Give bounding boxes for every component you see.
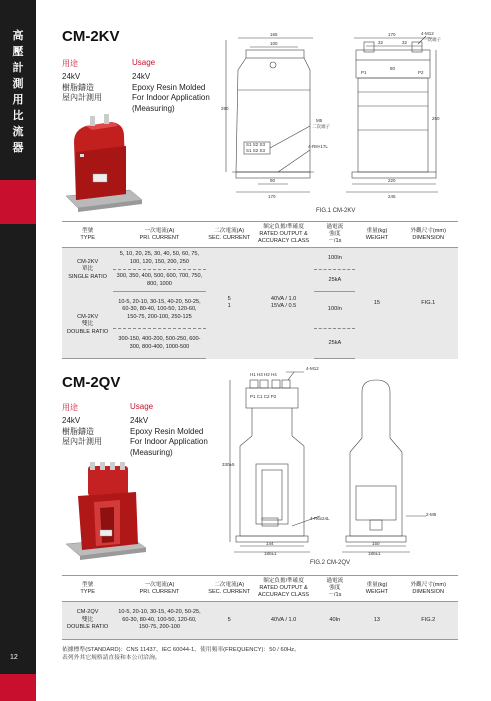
header-weight: 重量(kg) WEIGHT	[355, 576, 398, 602]
cm2qv-title: CM-2QV	[62, 374, 121, 391]
dim-label: 32	[378, 40, 384, 45]
header-type: 型號 TYPE	[62, 222, 113, 248]
cm2qv-desc-en	[130, 416, 208, 458]
table-row	[62, 248, 458, 270]
cell-type: CM-2QV 雙比 DOUBLE RATIO	[62, 602, 113, 640]
desc-line: 樹脂鑄造	[62, 82, 94, 92]
desc-line: 樹脂鑄造	[62, 426, 94, 436]
dim-label: S1 S2 S3	[246, 142, 266, 147]
cm2qv-dimension-drawing	[222, 366, 442, 561]
desc-line: 24kV	[132, 72, 151, 81]
header-sec-current: 二次電流(A) SEC. CURRENT	[206, 576, 253, 602]
cell-sec-current: 5 1	[206, 248, 253, 359]
cell-pri-double-b: 300-150, 400-200, 500-250, 600-300, 800-400, 1000-500	[113, 329, 205, 359]
cm2kv-dimension-drawing	[218, 30, 443, 220]
cm2qv-spec-table	[62, 575, 458, 640]
sidebar-char: 測	[12, 78, 24, 90]
sidebar-char: 用	[12, 94, 24, 106]
header-rated-output: 額定負擔/準確度 RATED OUTPUT & ACCURACY CLASS	[253, 576, 315, 602]
cm2kv-spec-table	[62, 221, 458, 359]
dim-label: 165	[270, 32, 278, 37]
dim-label: 144	[266, 541, 274, 546]
cell-dimension: FIG.1	[398, 248, 458, 359]
table-header-row	[62, 222, 458, 248]
dim-label: H1 H3 H2 H4	[250, 372, 277, 377]
cm2kv-desc-en	[132, 72, 210, 114]
dim-label: 245	[388, 194, 396, 199]
table-header-row	[62, 576, 458, 602]
header-sec-current: 二次電流(A) SEC. CURRENT	[206, 222, 253, 248]
fig1-caption: FIG.1 CM-2KV	[316, 208, 356, 214]
dim-label: 150	[372, 541, 380, 546]
page-number: 12	[10, 654, 18, 661]
sidebar-accent-bar	[0, 180, 36, 224]
cell-sec-current: 5	[206, 602, 253, 640]
dim-label: 2-M5	[426, 512, 437, 517]
cell-pri-single-a: 5, 10, 20, 25, 30, 40, 50, 60, 75, 100, 120, 150, 200, 250	[113, 248, 205, 270]
sidebar-char: 流	[12, 126, 24, 138]
dim-label: 290	[221, 106, 229, 111]
header-pri-current: 一次電流(A) PRI. CURRENT	[113, 576, 205, 602]
dim-label: 4-R6x24L	[310, 516, 330, 521]
desc-line: (Measuring)	[132, 103, 175, 113]
header-weight: 重量(kg) WEIGHT	[355, 222, 398, 248]
cell-overcurrent: 25kA	[314, 270, 355, 292]
dim-label: 4-M12	[421, 31, 434, 36]
desc-line: 屋內計測用	[62, 437, 102, 446]
cell-type-single: CM-2KV 單比 SINGLE RATIO	[62, 248, 113, 292]
sidebar-char: 比	[12, 110, 24, 122]
cell-weight: 13	[355, 602, 398, 640]
cm2kv-product-photo	[60, 112, 144, 216]
desc-line: 屋內計測用	[62, 93, 102, 102]
header-dimension: 外觀尺寸(mm) DIMENSION	[398, 576, 458, 602]
cm2qv-usage-en-label: Usage	[130, 402, 154, 411]
cell-overcurrent: 100In	[314, 292, 355, 329]
cm2kv-desc-zh	[62, 72, 102, 104]
desc-line: For Indoor Application	[130, 437, 208, 446]
sidebar-char: 計	[12, 62, 24, 74]
cm2qv-usage-zh-label: 用途	[62, 403, 78, 412]
dim-label: 二次端子	[312, 124, 330, 129]
header-dimension: 外觀尺寸(mm) DIMENSION	[398, 222, 458, 248]
cm2qv-product-photo	[60, 460, 152, 560]
dim-label: 100	[270, 41, 278, 46]
dim-label: 330±5	[222, 462, 235, 467]
header-type: 型號 TYPE	[62, 576, 113, 602]
dim-label: P2	[418, 70, 424, 75]
cell-pri-current: 10-5, 20-10, 30-15, 40-20, 50-25, 60-30, 80-40, 100-50, 120-60, 150-75, 200-100	[113, 602, 205, 640]
sidebar	[0, 0, 36, 701]
dim-label: 4-M12	[306, 366, 319, 371]
desc-line: (Measuring)	[130, 447, 173, 457]
page-accent-bar	[0, 674, 36, 701]
dim-label: S1 S2 S3	[246, 148, 266, 153]
header-overcurrent: 過電流 強度 －/1s	[314, 222, 355, 248]
cm2kv-usage-zh-label: 用途	[62, 59, 78, 68]
cm2kv-usage-en-label: Usage	[132, 58, 156, 67]
dim-label: 4-R8×17L	[308, 144, 328, 149]
sidebar-char: 器	[12, 142, 24, 154]
cell-pri-single-b: 300, 350, 400, 500, 600, 700, 750, 800, 1000	[113, 270, 205, 292]
header-rated-output: 額定負擔/準確度 RATED OUTPUT & ACCURACY CLASS	[253, 222, 315, 248]
dim-label: 220	[388, 178, 396, 183]
cm2qv-desc-zh	[62, 416, 102, 448]
cell-overcurrent: 40In	[314, 602, 355, 640]
dim-label: 260	[432, 116, 440, 121]
desc-line: Epoxy Resin Molded	[132, 82, 206, 92]
dim-label: 180±1	[264, 551, 277, 556]
dim-label: 90	[270, 178, 276, 183]
footnote-standard: 依據標準(STANDARD)：CNS 11437、IEC 60044-1、使用頻率(FREQUENCY)：50 / 60Hz。	[62, 647, 300, 653]
dim-label: P1 C1 C2 P2	[250, 394, 277, 399]
desc-line: For Indoor Application	[132, 93, 210, 102]
fig2-caption: FIG.2 CM-2QV	[310, 560, 351, 566]
desc-line: Epoxy Resin Molded	[130, 426, 204, 436]
dim-label: P1	[361, 70, 367, 75]
sidebar-char: 高	[12, 30, 24, 42]
footnote-contact: 表列外其它規格請直接和本公司洽詢。	[62, 655, 161, 661]
cell-rated-output: 40VA / 1.0 15VA / 0.5	[253, 248, 315, 359]
cell-weight: 15	[355, 248, 398, 359]
table-row	[62, 602, 458, 640]
sidebar-char: 壓	[12, 46, 24, 58]
cell-overcurrent: 100In	[314, 248, 355, 270]
desc-line: 24kV	[130, 416, 149, 425]
cm2kv-title: CM-2KV	[62, 28, 120, 45]
cell-type-double: CM-2KV 雙比 DOUBLE RATIO	[62, 292, 113, 359]
cell-overcurrent: 25kA	[314, 329, 355, 359]
header-pri-current: 一次電流(A) PRI. CURRENT	[113, 222, 205, 248]
dim-label: 一次端子	[423, 37, 441, 42]
desc-line: 24kV	[62, 416, 81, 425]
dim-label: 80	[390, 66, 396, 71]
desc-line: 24kV	[62, 72, 81, 81]
footnote	[62, 646, 300, 662]
header-overcurrent: 過電流 強度 －/1s	[314, 576, 355, 602]
cell-pri-double-a: 10-5, 20-10, 30-15, 40-20, 50-25, 60-30, 80-40, 100-50, 120-60, 150-75, 200-100, 250-125	[113, 292, 205, 329]
dim-label: 170	[268, 194, 276, 199]
dim-label: M5	[316, 118, 323, 123]
sidebar-category-title	[9, 28, 27, 156]
cell-rated-output: 40VA / 1.0	[253, 602, 315, 640]
dim-label: 170	[388, 32, 396, 37]
dim-label: 180±1	[368, 551, 381, 556]
cell-dimension: FIG.2	[398, 602, 458, 640]
dim-label: 32	[402, 40, 408, 45]
